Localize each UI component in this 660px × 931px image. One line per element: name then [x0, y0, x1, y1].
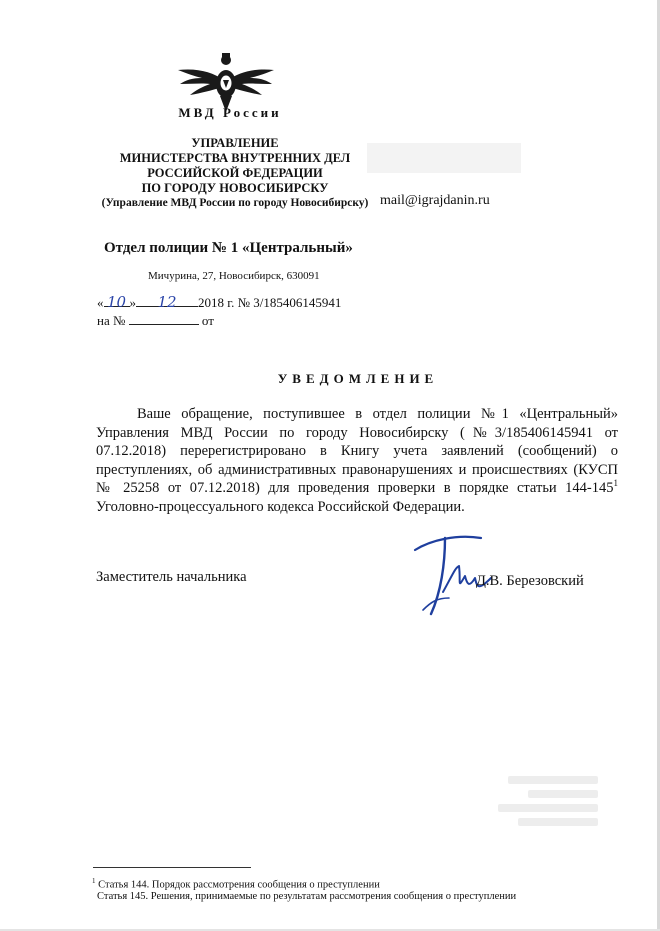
outgoing-number: 2018 г. № 3/185406145941	[198, 295, 342, 310]
ref-date-label: от	[201, 313, 214, 328]
recipient-email: mail@igrajdanin.ru	[380, 193, 490, 208]
signer-title: Заместитель начальника	[96, 569, 247, 585]
footnote-mark: 1	[613, 478, 618, 489]
footnote-divider	[93, 867, 251, 868]
body-text-main: Ваше обращение, поступившее в отдел полиции №1 «Центральный» Управления МВД России по городу Новосибирску (№3/185406145941 от 07.12.2018) перерегистрировано в Книгу учета заявлений (сообщений) о преступлениях, об административных правонарушениях и происшествиях (КУСП № 25258 от 07.12.2018) для проведения проверки в порядке статьи 144-145	[96, 406, 618, 496]
handwritten-day	[104, 293, 130, 311]
notice-body	[96, 405, 618, 516]
ref-number-blank	[129, 311, 199, 325]
body-text-end: Уголовно-процессуального кодекса Российской Федерации.	[96, 498, 465, 515]
footnote-145: Статья 145. Решения, принимаемые по результатам рассмотрения сообщения о преступлении	[97, 891, 517, 902]
notice-title: УВЕДОМЛЕНИЕ	[277, 371, 439, 386]
department-name: Отдел полиции № 1 «Центральный»	[104, 240, 353, 256]
faint-stamp-impression	[468, 770, 618, 840]
month-value: 12	[157, 293, 177, 311]
reference-line	[97, 311, 214, 329]
day-value: 10	[106, 293, 127, 311]
footnote-144	[92, 877, 380, 891]
quote-open: «	[97, 295, 104, 310]
footnote-text-144: Статья 144. Порядок рассмотрения сообщения о преступлении	[98, 879, 380, 891]
handwritten-month	[136, 293, 198, 311]
organization-header	[90, 136, 380, 210]
outgoing-date-line	[97, 293, 341, 311]
footnote-number: 1	[92, 877, 96, 885]
signer-name: Д.В. Березовский	[476, 573, 584, 589]
org-line: МИНИСТЕРСТВА ВНУТРЕННИХ ДЕЛ	[119, 151, 351, 165]
ref-number-label: на №	[97, 313, 126, 328]
redacted-recipient-name	[367, 143, 521, 173]
org-line: РОССИЙСКОЙ ФЕДЕРАЦИИ	[147, 166, 323, 180]
department-address: Мичурина, 27, Новосибирск, 630091	[148, 270, 320, 282]
org-line: ПО ГОРОДУ НОВОСИБИРСКУ	[141, 181, 329, 195]
org-short-name: (Управление МВД России по городу Новосибирску)	[101, 197, 369, 209]
emblem-caption: МВД России	[178, 105, 282, 120]
org-line: УПРАВЛЕНИЕ	[191, 136, 279, 150]
quote-close: »	[129, 295, 136, 310]
